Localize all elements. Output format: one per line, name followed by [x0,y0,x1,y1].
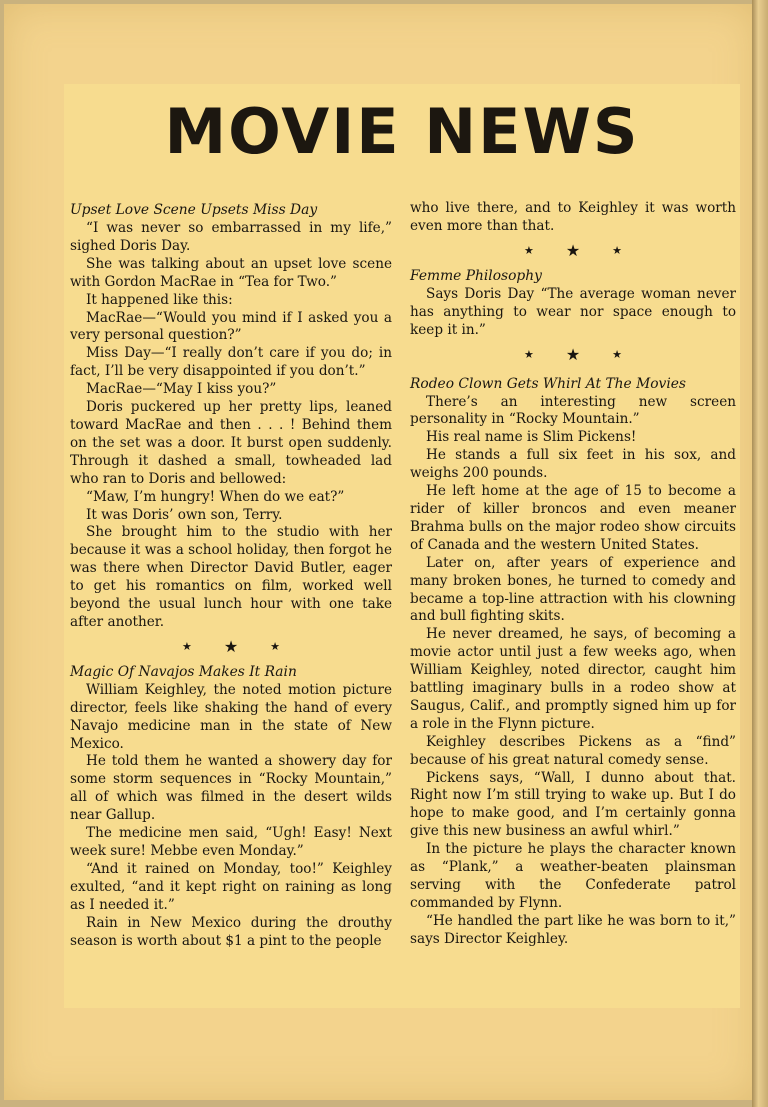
article-heading-navajos: Magic Of Navajos Makes It Rain [70,663,297,680]
paragraph: She was talking about an upset love scene with Gordon MacRae in “Tea for Two.” [70,255,392,290]
paragraph: It happened like this: [86,291,233,308]
right-column [410,200,736,949]
star-divider [70,632,392,662]
star-icon: ★ [612,347,623,361]
paragraph: Doris puckered up her pretty lips, leaned toward MacRae and then . . . ! Behind them on the set was a door. It burst open suddenly. Through it dashed a small, towheaded lad who ran to Doris and bellowed: [70,399,392,487]
paragraph: Miss Day—“I really don’t care if you do; in fact, I’ll be very disappointed if you don’t.” [70,345,392,380]
left-column [70,200,392,950]
paragraph: “Maw, I’m hungry! When do we eat?” [86,488,345,505]
article-heading-rodeo-clown: Rodeo Clown Gets Whirl At The Movies [410,375,686,392]
paragraph: Rain in New Mexico during the drouthy season is worth about $1 a pint to the people [70,914,392,949]
paragraph: Keighley describes Pickens as a “find” because of his great natural comedy sense. [410,733,736,768]
star-icon: ★ [612,243,623,257]
continued-paragraph: who live there, and to Keighley it was worth even more than that. [410,200,736,234]
paragraph: He stands a full six feet in his sox, and weighs 200 pounds. [410,447,736,482]
page-title: MOVIE NEWS [164,95,640,168]
paragraph: She brought him to the studio with her because it was a school holiday, then forgot he was there when Director David Butler, eager to get his romantics on film, worked well beyond the usual lunch hour with one take after another. [70,524,393,630]
paragraph: The medicine men said, “Ugh! Easy! Next week sure! Mebbe even Monday.” [70,825,392,859]
star-icon: ★ [270,639,281,653]
page-spine [752,0,768,1107]
paragraph: There’s an interesting new screen personality in “Rocky Mountain.” [410,393,736,428]
paragraph: MacRae—“Would you mind if I asked you a very personal question?” [70,309,392,344]
paragraph: His real name is Slim Pickens! [426,429,637,446]
star-icon: ★ [523,243,534,257]
paragraph: It was Doris’ own son, Terry. [86,506,283,523]
article-heading-femme-philosophy: Femme Philosophy [410,267,542,284]
star-icon: ★ [523,347,534,361]
star-icon: ★ [223,636,239,656]
star-divider [410,236,736,266]
paragraph: He told them he wanted a showery day for some storm sequences in “Rocky Mountain,” all of which was filmed in the desert wilds near Gallup. [70,753,392,824]
paragraph: MacRae—“May I kiss you?” [86,381,277,398]
star-icon: ★ [565,240,581,260]
paragraph: Pickens says, “Wall, I dunno about that. Right now I’m still trying to wake up. But I do hope to make good, and I’m certainly gonna give this new business an awful whirl.” [410,769,736,840]
paragraph: In the picture he plays the character known as “Plank,” a weather-beaten plainsman serving with the Confederate patrol commanded by Flynn. [410,841,736,911]
paragraph: “He handled the part like he was born to it,” says Director Keighley. [410,912,736,947]
paragraph: Says Doris Day “The average woman never has anything to wear nor space enough to keep it in.” [410,285,736,338]
paragraph: William Keighley, the noted motion picture director, feels like shaking the hand of every Navajo medicine man in the state of New Mexico. [70,681,392,752]
star-icon: ★ [181,639,192,653]
star-divider [410,340,736,370]
paragraph: He never dreamed, he says, of becoming a movie actor until just a few weeks ago, when William Keighley, noted director, caught him battling imaginary bulls in a rodeo show at Saugus, Calif., and promptly signed him up for a role in the Flynn picture. [410,626,736,732]
paragraph: He left home at the age of 15 to become a rider of killer broncos and even meaner Brahma bulls on the major rodeo show circuits of Canada and the western United States. [410,483,736,553]
paragraph: Later on, after years of experience and many broken bones, he turned to comedy and became a top-line attraction with his clowning and bull fighting skits. [410,554,736,625]
article-heading-upset-love-scene: Upset Love Scene Upsets Miss Day [70,202,318,218]
paragraph: “And it rained on Monday, too!” Keighley exulted, “and it kept right on raining as long as I needed it.” [70,860,392,913]
star-icon: ★ [565,344,581,364]
paragraph: “I was never so embarrassed in my life,” sighed Doris Day. [70,220,392,254]
